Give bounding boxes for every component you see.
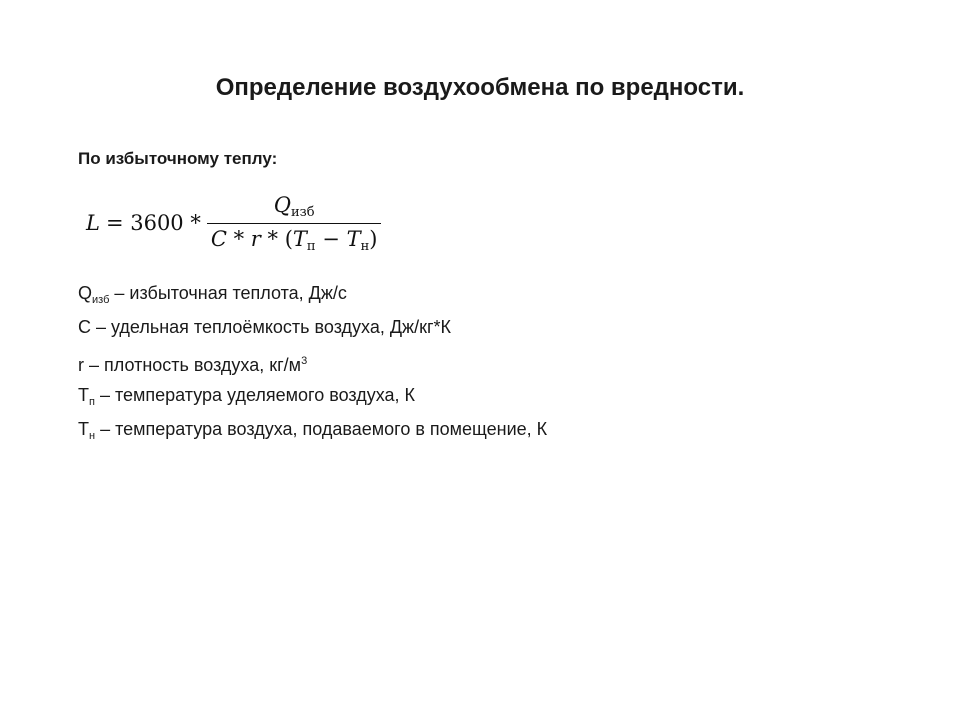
definition-text: – избыточная теплота, Дж/с xyxy=(109,283,347,303)
formula-q-variable: Q xyxy=(273,192,291,217)
definition-symbol: Q xyxy=(78,283,93,303)
formula-minus: − xyxy=(322,226,340,251)
formula-tn-variable: T xyxy=(346,226,361,251)
definition-item-tn xyxy=(78,412,547,446)
definition-text: – плотность воздуха, кг/м xyxy=(84,355,302,375)
definitions-list xyxy=(78,276,547,446)
definition-subscript: п xyxy=(89,396,95,408)
definition-subscript: изб xyxy=(92,294,110,306)
definition-text: – температура уделяемого воздуха, К xyxy=(94,385,416,405)
formula-star-2: * ( xyxy=(267,226,293,251)
definition-text: – температура воздуха, подаваемого в помещение, К xyxy=(95,419,548,439)
definition-item-q xyxy=(78,276,547,310)
definition-symbol: Т xyxy=(78,419,89,439)
formula-fraction xyxy=(207,193,382,254)
formula-c-variable: C xyxy=(210,226,227,251)
formula-close-paren: ) xyxy=(369,226,378,251)
definition-item-r xyxy=(78,344,547,378)
formula-numerator xyxy=(266,193,323,223)
definition-symbol: С xyxy=(78,317,91,337)
definition-subscript: н xyxy=(89,430,96,442)
formula-l-variable: L xyxy=(86,211,100,235)
slide-title: Определение воздухообмена по вредности. xyxy=(215,74,745,101)
air-exchange-formula xyxy=(86,188,381,258)
formula-tn-subscript: н xyxy=(360,238,370,254)
formula-equals-constant: = 3600 * xyxy=(105,211,201,235)
section-subtitle: По избыточному теплу: xyxy=(78,149,278,168)
formula-tp-subscript: п xyxy=(306,238,316,254)
formula-star-1: * xyxy=(233,226,245,251)
formula-tp-variable: T xyxy=(292,226,307,251)
formula-lhs xyxy=(86,211,201,235)
formula-q-subscript: изб xyxy=(290,204,315,220)
definition-superscript: 3 xyxy=(301,355,308,367)
definition-symbol: r xyxy=(78,355,84,375)
definition-text: – удельная теплоёмкость воздуха, Дж/кг*К xyxy=(91,317,452,337)
definition-item-tp xyxy=(78,378,547,412)
formula-denominator xyxy=(207,224,382,254)
definition-item-c xyxy=(78,310,547,344)
formula-r-variable: r xyxy=(250,226,261,251)
definition-symbol: Т xyxy=(78,385,89,405)
